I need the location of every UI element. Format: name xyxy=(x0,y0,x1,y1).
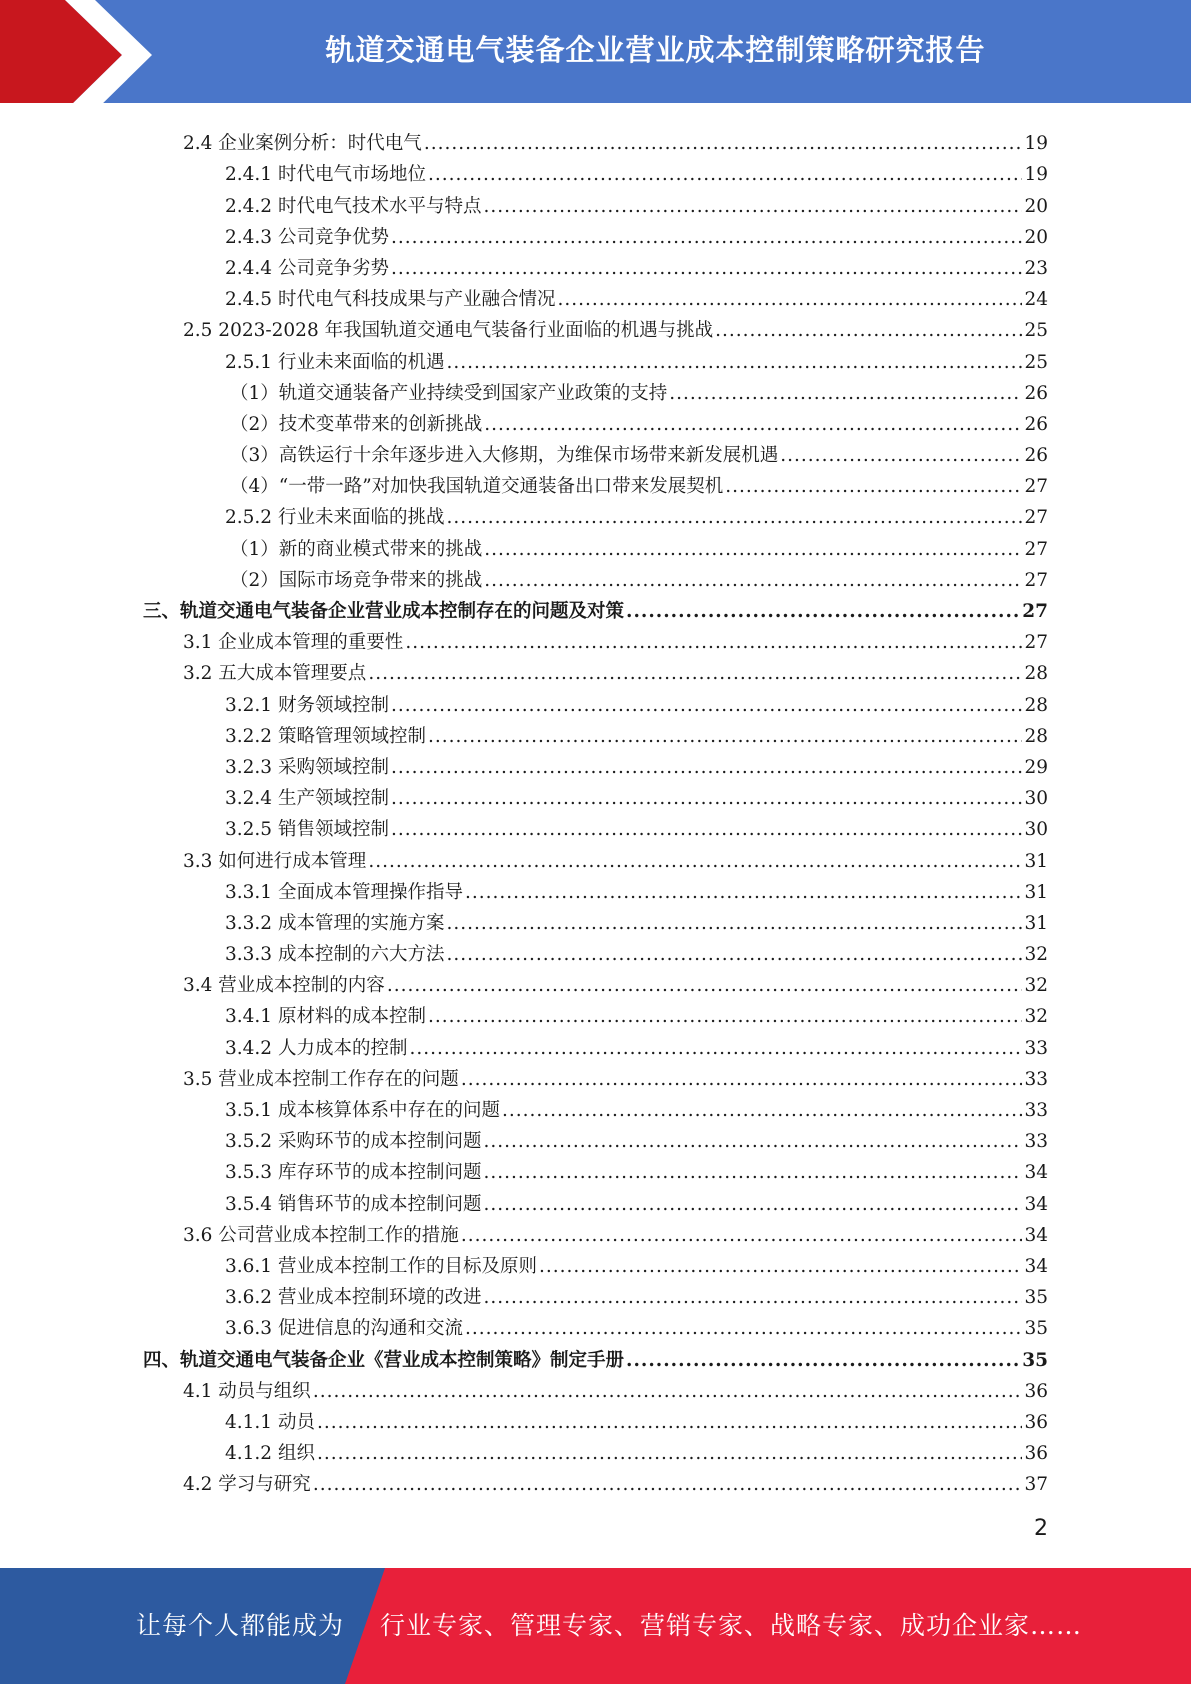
toc-dot-leader xyxy=(446,351,1022,375)
toc-dot-leader xyxy=(313,1473,1023,1497)
toc-entry[interactable] xyxy=(143,222,1048,253)
toc-dot-leader xyxy=(405,631,1022,655)
toc-entry-title: 2.4.5 时代电气科技成果与产业融合情况 xyxy=(225,289,556,311)
toc-entry[interactable] xyxy=(143,253,1048,284)
toc-entry-title: 3.2.1 财务领域控制 xyxy=(225,694,389,716)
toc-dot-leader xyxy=(409,1037,1022,1061)
toc-entry-page: 37 xyxy=(1024,1474,1048,1496)
toc-entry-title: 3.5.2 采购环节的成本控制问题 xyxy=(225,1131,482,1153)
toc-entry-title: 3.2 五大成本管理要点 xyxy=(183,663,367,685)
toc-entry[interactable] xyxy=(143,440,1048,471)
toc-dot-leader xyxy=(313,1380,1023,1404)
toc-entry-page: 30 xyxy=(1024,819,1048,841)
toc-entry-title: 2.4.3 公司竞争优势 xyxy=(225,226,389,248)
toc-entry-page: 27 xyxy=(1024,476,1048,498)
toc-dot-leader xyxy=(391,756,1022,780)
toc-entry-page: 19 xyxy=(1024,164,1048,186)
toc-entry-page: 36 xyxy=(1024,1380,1048,1402)
toc-dot-leader xyxy=(465,881,1022,905)
page-footer xyxy=(0,1568,1191,1684)
toc-entry[interactable] xyxy=(143,1095,1048,1126)
toc-entry-title: 4.1.2 组织 xyxy=(225,1443,315,1465)
toc-dot-leader xyxy=(715,319,1022,343)
toc-entry-title: 3.6.3 促进信息的沟通和交流 xyxy=(225,1318,463,1340)
footer-slogan-left: 让每个人都能成为 xyxy=(135,1611,344,1640)
toc-entry[interactable] xyxy=(143,378,1048,409)
toc-entry-title: 2.4 企业案例分析：时代电气 xyxy=(183,133,422,155)
toc-entry-title: 3.4.2 人力成本的控制 xyxy=(225,1037,408,1059)
toc-entry[interactable] xyxy=(143,845,1048,876)
page-number: 2 xyxy=(1034,1516,1048,1541)
toc-entry-title: 4.1.1 动员 xyxy=(225,1411,315,1433)
toc-entry-page: 31 xyxy=(1024,850,1048,872)
toc-entry-page: 33 xyxy=(1024,1131,1048,1153)
toc-entry-title: 3.2.2 策略管理领域控制 xyxy=(225,725,426,747)
toc-entry[interactable] xyxy=(143,877,1048,908)
toc-entry-page: 24 xyxy=(1024,289,1048,311)
toc-entry[interactable] xyxy=(143,752,1048,783)
toc-entry-page: 27 xyxy=(1024,538,1048,560)
toc-entry-title: 3.2.4 生产领域控制 xyxy=(225,788,389,810)
toc-entry-title: （1）轨道交通装备产业持续受到国家产业政策的支持 xyxy=(230,382,668,404)
toc-entry-page: 27 xyxy=(1024,569,1048,591)
toc-entry-title: （1）新的商业模式带来的挑战 xyxy=(230,538,483,560)
toc-entry-page: 34 xyxy=(1024,1255,1048,1277)
toc-entry-page: 33 xyxy=(1024,1068,1048,1090)
toc-entry-page: 20 xyxy=(1024,226,1048,248)
toc-entry-page: 23 xyxy=(1024,257,1048,279)
toc-dot-leader xyxy=(461,1224,1023,1248)
toc-entry-title: 2.5.1 行业未来面临的机遇 xyxy=(225,351,445,373)
table-of-contents xyxy=(143,128,1048,1500)
toc-entry[interactable] xyxy=(143,565,1048,596)
toc-entry[interactable] xyxy=(143,1064,1048,1095)
toc-entry-page: 30 xyxy=(1024,788,1048,810)
toc-dot-leader xyxy=(483,1130,1022,1154)
toc-entry[interactable] xyxy=(143,1344,1048,1375)
toc-dot-leader xyxy=(483,195,1022,219)
toc-dot-leader xyxy=(368,662,1022,686)
toc-dot-leader xyxy=(484,538,1022,562)
toc-dot-leader xyxy=(484,569,1022,593)
toc-entry-title: （3）高铁运行十余年逐步进入大修期，为维保市场带来新发展机遇 xyxy=(230,445,779,467)
toc-dot-leader xyxy=(669,382,1022,406)
toc-entry-title: 3.3 如何进行成本管理 xyxy=(183,850,367,872)
toc-entry-page: 32 xyxy=(1024,944,1048,966)
toc-entry[interactable] xyxy=(143,346,1048,377)
toc-entry[interactable] xyxy=(143,159,1048,190)
toc-entry-page: 26 xyxy=(1024,382,1048,404)
toc-entry-page: 35 xyxy=(1022,1349,1048,1371)
toc-dot-leader xyxy=(391,226,1022,250)
toc-entry-title: 2.5 2023-2028 年我国轨道交通电气装备行业面临的机遇与挑战 xyxy=(183,320,714,342)
toc-entry[interactable] xyxy=(143,658,1048,689)
toc-entry[interactable] xyxy=(143,1157,1048,1188)
toc-dot-leader xyxy=(424,132,1023,156)
toc-dot-leader xyxy=(484,413,1022,437)
toc-entry-title: 3.4.1 原材料的成本控制 xyxy=(225,1006,426,1028)
toc-dot-leader xyxy=(626,1349,1020,1373)
toc-entry-page: 36 xyxy=(1024,1443,1048,1465)
toc-entry[interactable] xyxy=(143,627,1048,658)
toc-entry[interactable] xyxy=(143,1188,1048,1219)
toc-entry[interactable] xyxy=(143,1032,1048,1063)
toc-entry-title: 3.3.1 全面成本管理操作指导 xyxy=(225,881,463,903)
toc-entry[interactable] xyxy=(143,1313,1048,1344)
footer-slogan-right: 行业专家、管理专家、营销专家、战略专家、成功企业家…… xyxy=(380,1611,1083,1640)
toc-entry-title: 3.6.1 营业成本控制工作的目标及原则 xyxy=(225,1255,537,1277)
toc-entry-title: 3.5.1 成本核算体系中存在的问题 xyxy=(225,1100,500,1121)
toc-entry[interactable] xyxy=(143,1469,1048,1500)
toc-dot-leader xyxy=(428,163,1022,187)
toc-entry[interactable] xyxy=(143,471,1048,502)
toc-entry[interactable] xyxy=(143,1438,1048,1469)
toc-dot-leader xyxy=(626,600,1020,624)
toc-entry-title: 3.3.3 成本控制的六大方法 xyxy=(225,944,445,966)
toc-dot-leader xyxy=(483,1161,1022,1185)
toc-entry-title: 3.5 营业成本控制工作存在的问题 xyxy=(183,1068,459,1090)
toc-entry[interactable] xyxy=(143,1407,1048,1438)
toc-entry[interactable] xyxy=(143,315,1048,346)
toc-dot-leader xyxy=(446,943,1022,967)
page-header xyxy=(0,0,1191,111)
toc-entry-title: 3.6 公司营业成本控制工作的措施 xyxy=(183,1224,459,1246)
toc-entry-page: 34 xyxy=(1024,1193,1048,1215)
toc-entry[interactable] xyxy=(143,596,1048,627)
toc-entry-title: （4）“一带一路”对加快我国轨道交通装备出口带来发展契机 xyxy=(230,476,724,498)
toc-dot-leader xyxy=(428,725,1022,749)
toc-entry-page: 35 xyxy=(1024,1318,1048,1340)
toc-entry[interactable] xyxy=(143,128,1048,159)
toc-dot-leader xyxy=(317,1442,1023,1466)
toc-dot-leader xyxy=(483,1286,1022,1310)
toc-dot-leader xyxy=(502,1099,1022,1123)
toc-entry-page: 26 xyxy=(1024,445,1048,467)
toc-entry-page: 35 xyxy=(1024,1287,1048,1309)
toc-entry-page: 19 xyxy=(1024,133,1048,155)
toc-entry[interactable] xyxy=(143,502,1048,533)
toc-dot-leader xyxy=(483,1193,1022,1217)
toc-entry-page: 31 xyxy=(1024,881,1048,903)
toc-entry-page: 28 xyxy=(1024,725,1048,747)
toc-dot-leader xyxy=(557,288,1022,312)
toc-entry[interactable] xyxy=(143,689,1048,720)
toc-dot-leader xyxy=(446,506,1022,530)
toc-entry[interactable] xyxy=(143,1282,1048,1313)
toc-entry[interactable] xyxy=(143,409,1048,440)
toc-entry[interactable] xyxy=(143,970,1048,1001)
toc-entry-title: 3.2.5 销售领域控制 xyxy=(225,819,389,841)
toc-entry-page: 20 xyxy=(1024,195,1048,217)
toc-entry-title: 2.4.1 时代电气市场地位 xyxy=(225,164,426,186)
toc-entry-page: 29 xyxy=(1024,756,1048,778)
toc-entry[interactable] xyxy=(143,783,1048,814)
toc-entry-title: 4.2 学习与研究 xyxy=(183,1474,311,1496)
toc-entry-title: 3.6.2 营业成本控制环境的改进 xyxy=(225,1287,482,1309)
toc-entry[interactable] xyxy=(143,939,1048,970)
toc-entry-title: 3.4 营业成本控制的内容 xyxy=(183,975,385,997)
toc-entry[interactable] xyxy=(143,814,1048,845)
toc-entry[interactable] xyxy=(143,721,1048,752)
toc-entry-title: 3.2.3 采购领域控制 xyxy=(225,756,389,778)
toc-entry-page: 26 xyxy=(1024,413,1048,435)
toc-entry-title: 3.5.4 销售环节的成本控制问题 xyxy=(225,1193,482,1215)
toc-entry[interactable] xyxy=(143,190,1048,221)
toc-dot-leader xyxy=(391,787,1022,811)
toc-entry[interactable] xyxy=(143,284,1048,315)
toc-entry-page: 27 xyxy=(1022,601,1048,622)
toc-entry-page: 34 xyxy=(1024,1162,1048,1184)
toc-dot-leader xyxy=(428,1005,1022,1029)
toc-entry[interactable] xyxy=(143,1126,1048,1157)
toc-entry-title: （2）技术变革带来的创新挑战 xyxy=(230,413,483,435)
toc-dot-leader xyxy=(391,694,1022,718)
toc-dot-leader xyxy=(725,475,1022,499)
toc-dot-leader xyxy=(461,1068,1023,1092)
toc-entry-title: 2.4.4 公司竞争劣势 xyxy=(225,257,389,279)
toc-entry[interactable] xyxy=(143,1220,1048,1251)
toc-entry[interactable] xyxy=(143,533,1048,564)
toc-entry-page: 32 xyxy=(1024,1006,1048,1028)
toc-entry-page: 25 xyxy=(1024,351,1048,373)
toc-dot-leader xyxy=(391,257,1022,281)
toc-entry-page: 34 xyxy=(1024,1224,1048,1246)
toc-dot-leader xyxy=(446,912,1022,936)
toc-entry-title: 2.4.2 时代电气技术水平与特点 xyxy=(225,195,482,217)
toc-entry-page: 28 xyxy=(1024,694,1048,716)
toc-entry-title: 三、轨道交通电气装备企业营业成本控制存在的问题及对策 xyxy=(143,601,625,622)
toc-dot-leader xyxy=(317,1411,1023,1435)
toc-entry-title: （2）国际市场竞争带来的挑战 xyxy=(230,569,483,591)
toc-entry-title: 3.1 企业成本管理的重要性 xyxy=(183,632,404,654)
toc-entry-title: 3.5.3 库存环节的成本控制问题 xyxy=(225,1162,482,1184)
report-title: 轨道交通电气装备企业营业成本控制策略研究报告 xyxy=(325,33,986,67)
toc-entry-title: 2.5.2 行业未来面临的挑战 xyxy=(225,507,445,529)
toc-dot-leader xyxy=(387,974,1023,998)
toc-entry-page: 27 xyxy=(1024,632,1048,654)
toc-entry[interactable] xyxy=(143,1376,1048,1407)
toc-entry-page: 25 xyxy=(1024,320,1048,342)
toc-entry-page: 33 xyxy=(1024,1037,1048,1059)
toc-entry[interactable] xyxy=(143,908,1048,939)
toc-dot-leader xyxy=(780,444,1022,468)
toc-entry-page: 32 xyxy=(1024,975,1048,997)
toc-entry[interactable] xyxy=(143,1001,1048,1032)
toc-entry-page: 28 xyxy=(1024,663,1048,685)
toc-entry-page: 31 xyxy=(1024,912,1048,934)
toc-entry-page: 27 xyxy=(1024,507,1048,529)
toc-dot-leader xyxy=(465,1317,1022,1341)
toc-entry-title: 四、轨道交通电气装备企业《营业成本控制策略》制定手册 xyxy=(143,1349,625,1371)
toc-dot-leader xyxy=(391,818,1022,842)
toc-dot-leader xyxy=(539,1255,1022,1279)
toc-entry-title: 4.1 动员与组织 xyxy=(183,1380,311,1402)
toc-entry-title: 3.3.2 成本管理的实施方案 xyxy=(225,912,445,934)
toc-dot-leader xyxy=(368,850,1022,874)
toc-entry[interactable] xyxy=(143,1251,1048,1282)
toc-entry-page: 33 xyxy=(1024,1100,1048,1121)
toc-entry-page: 36 xyxy=(1024,1411,1048,1433)
